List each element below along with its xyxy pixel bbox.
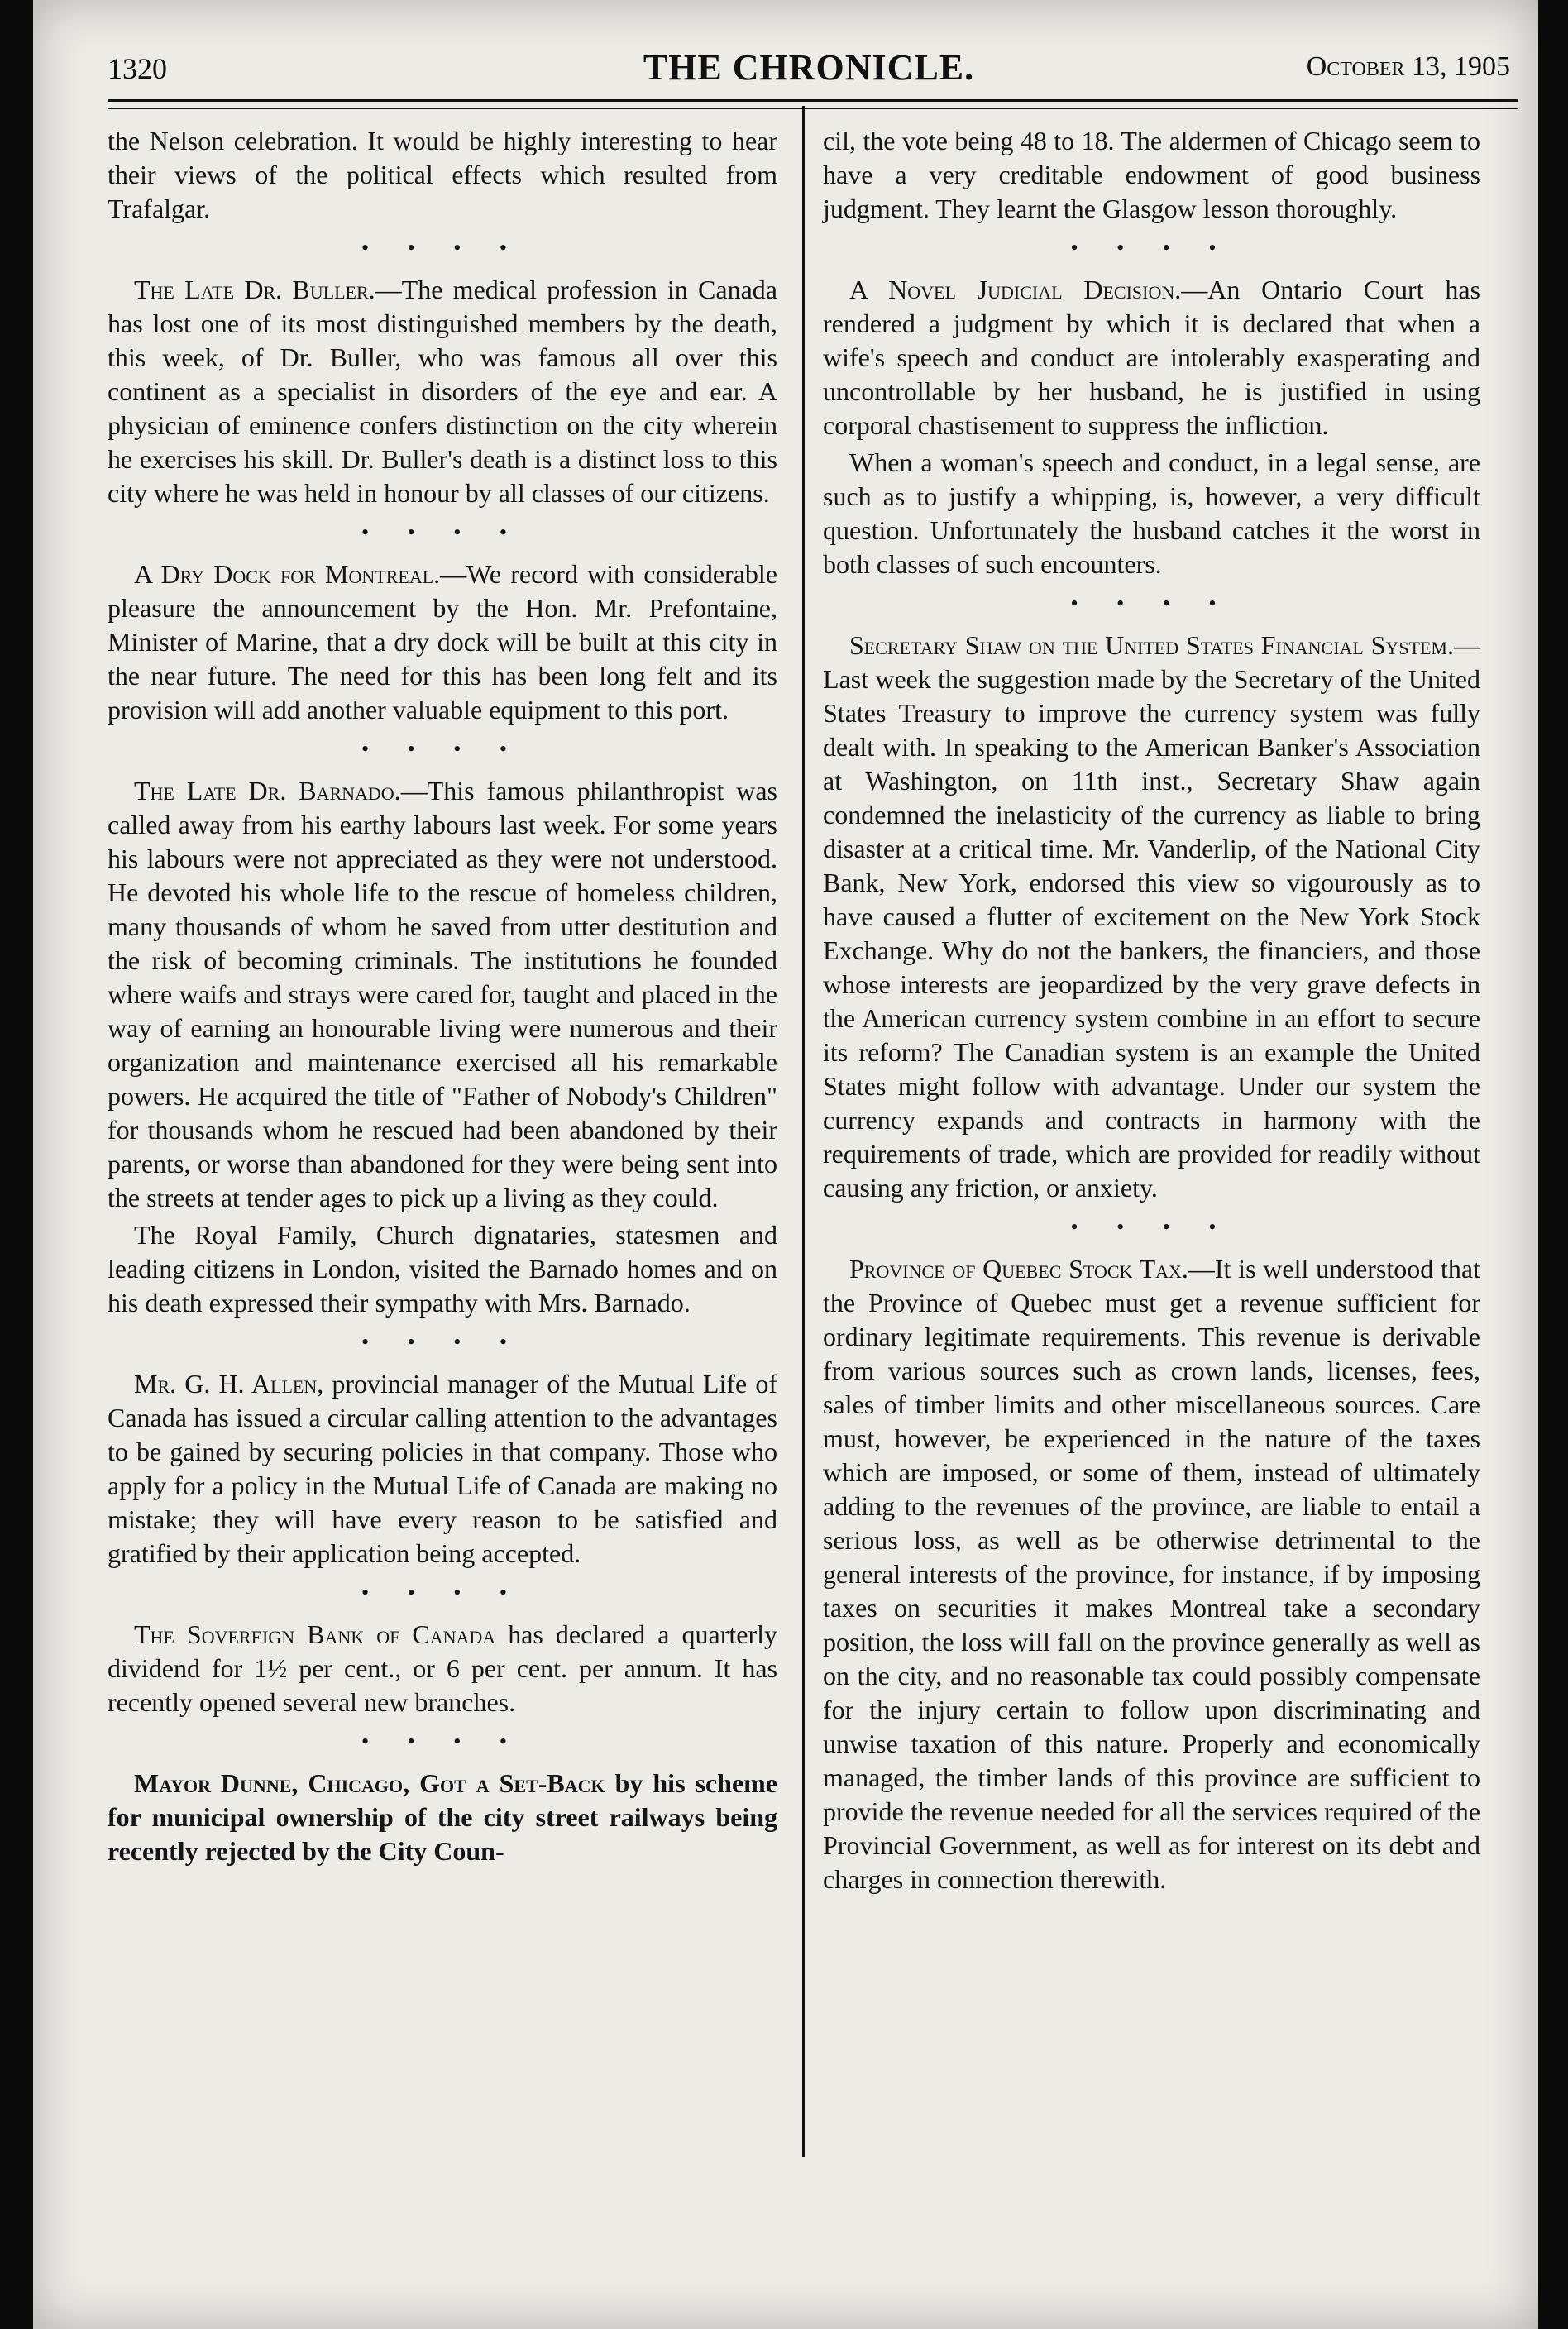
section-separator: • • • • [1070,591,1233,615]
judicial-paragraph-2: When a woman's speech and conduct, in a legal sense, are such as to justify a whipping, is, however, a very difficult question. Unfortunately the husband catches it the worst in both classes of such encounters. [823,447,1480,579]
quebec-heading: Province of Quebec Stock Tax. [849,1254,1188,1284]
shaw-text: —Last week the suggestion made by the Secretary of the United States Treasury to improve the currency system was fully dealt with. In speaking to the American Banker's Association at Washington, on 11th inst., Secretary Shaw again condemned the inelasticity of the currency as liable to bring disaster at a critical time. Mr. Vanderlip, of the National City Bank, New York, endorsed this view so vigourously as to have caused a flutter of excitement on the New York Stock Exchange. Why do not the bankers, the financiers, and those whose interests are jeopardized by the very grave defects in the American currency system combine in an effort to secure its reform? The Canadian system is an example the United States might follow with advantage. Under our system the currency expands and contracts in harmony with the requirements of trade, which are provided for readily without causing any friction, or anxiety. [823,630,1480,1203]
dunne-article [108,1767,777,1868]
barnado-article [108,774,777,1215]
section-separator: • • • • [361,1729,523,1753]
section-separator: • • • • [361,1581,523,1604]
quebec-article [823,1252,1480,1896]
drydock-article [108,557,777,727]
page-number: 1320 [108,52,167,85]
dunne-heading: Mayor Dunne, Chicago, Got a Set-Back [134,1768,605,1798]
judicial-heading: A Novel Judicial Decision. [849,275,1182,304]
buller-text: —The medical profession in Canada has lost one of its most distinguished members by the death, this week, of Dr. Buller, who was famous all over this continent as a specialist in disorders of the eye and ear. A physician of eminence confers distinction on the city wherein he exercises his skill. Dr. Buller's death is a distinct loss to this city where he was held in honour by all classes of our citizens. [108,275,778,508]
barnado-heading: The Late Dr. Barnado. [134,776,401,806]
sovereign-text: has declared a quarterly dividend for 1½ per cent., or 6 per cent. per annum. It has recently opened several new branches. [108,1619,778,1717]
drydock-text: —We record with considerable pleasure the announcement by the Hon. Mr. Prefontaine, Minister of Marine, that a dry dock will be built at this city in the near future. The need for this has been long felt and its provision will add another valuable equipment to this port. [108,559,778,725]
section-separator: • • • • [361,1330,523,1354]
shaw-article [823,629,1480,1205]
nelson-paragraph: the Nelson celebration. It would be highly interesting to hear their views of the political effects which resulted from Trafalgar. [108,126,777,223]
buller-article [108,273,777,510]
dunne-text: by his scheme for municipal ownership of the city street railways being recently rejected by the City Coun- [108,1768,777,1866]
barnado-text: —This famous philanthropist was called away from his earthy labours last week. For some years his labours were not appreciated as they were not understood. He devoted his whole life to the rescue of homeless children, many thousands of whom he saved from utter destitution and the risk of becoming criminals. The institutions he founded where waifs and strays were cared for, taught and placed in the way of earning an honourable living were numerous and their organization and maintenance exercised all his remarkable powers. He acquired the title of "Father of Nobody's Children" for thousands whom he rescued had been abandoned by their parents, or worse than abandoned for they were being sent into the streets at tender ages to pick up a living as they could. [108,776,777,1212]
sovereign-heading: The Sovereign Bank of Canada [134,1619,496,1649]
quebec-text: —It is well understood that the Province of Quebec must get a revenue sufficient for ordinary legitimate requirements. This revenue is derivable from various sources such as crown lands, licenses, fees, sales of timber limits and other miscellaneous sources. Care must, however, be experienced in the nature of the taxes which are imposed, or some of them, instead of ultimately adding to the revenues of the province, are liable to entail a serious loss, as well as be otherwise detrimental to the general interests of the province, for instance, if by imposing taxes on securities it makes Montreal take a secondary position, the loss will fall on the province generally as well as on the city, and no reasonable tax could possibly compensate for the injury certain to follow upon discriminating and unwise taxation of this nature. Properly and economically managed, the timber lands of this province are sufficient to provide the revenue needed for all the services required of the Provincial Government, as well as for interest on its debt and charges in connection therewith. [823,1254,1480,1894]
shaw-heading: Secretary Shaw on the United States Financial System. [849,630,1454,660]
header-rule-thin [108,108,1518,109]
drydock-heading: A Dry Dock for Montreal. [134,559,441,589]
chicago-continuation: cil, the vote being 48 to 18. The aldermen of Chicago seem to have a very creditable endowment of good business judgment. They learnt the Glasgow lesson thoroughly. [823,126,1480,223]
judicial-text: —An Ontario Court has rendered a judgment by which it is declared that when a wife's speech and conduct are intolerably exasperating and uncontrollable by her husband, he is justified in using corporal chastisement to suppress the infliction. [823,275,1480,440]
issue-date: October 13, 1905 [1306,51,1510,82]
section-separator: • • • • [361,236,523,260]
buller-heading: The Late Dr. Buller. [134,275,375,304]
section-separator: • • • • [1070,236,1233,260]
judicial-article [823,273,1480,442]
section-separator: • • • • [1070,1215,1233,1239]
allen-text: provincial manager of the Mutual Life of Canada has issued a circular calling attention to the advantages to be gained by securing policies in that company. Those who apply for a policy in the Mutual Life of Canada are making no mistake; they will have every reason to be satisfied and gratified by their application being accepted. [108,1369,777,1568]
left-column [108,124,777,1872]
column-divider [802,106,805,2157]
allen-article [108,1367,777,1571]
page-header [108,43,1510,101]
section-separator: • • • • [361,520,523,544]
section-separator: • • • • [361,737,523,761]
right-column [823,124,1480,1900]
publication-title: THE CHRONICLE. [643,47,975,88]
header-rule [108,99,1518,102]
barnado-paragraph-2: The Royal Family, Church dignataries, statesmen and leading citizens in London, visited the Barnado homes and on his death expressed their sympathy with Mrs. Barnado. [108,1220,777,1318]
allen-heading: Mr. G. H. Allen, [134,1369,324,1399]
sovereign-article [108,1618,777,1719]
